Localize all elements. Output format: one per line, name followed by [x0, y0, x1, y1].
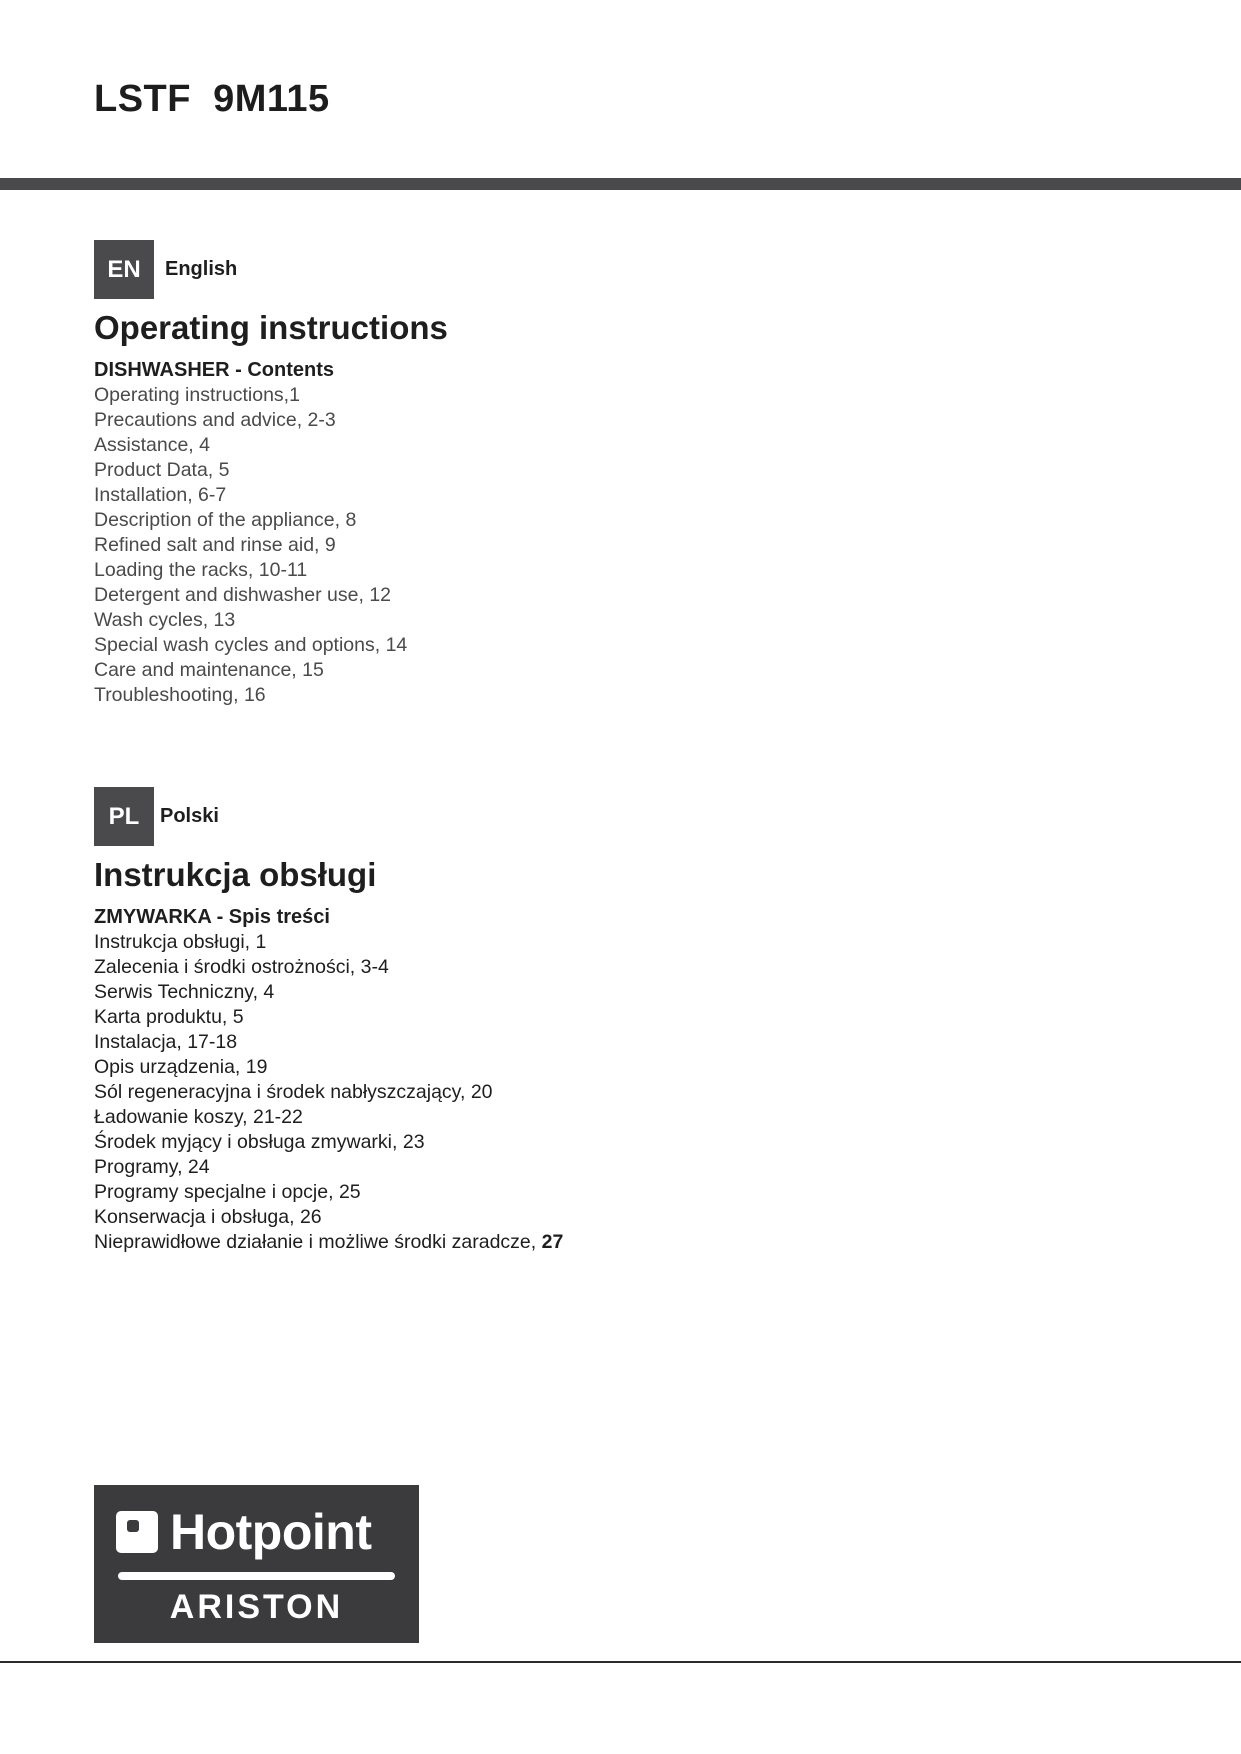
- english-language-row: [94, 240, 994, 299]
- toc-item: Precautions and advice, 2-3: [94, 409, 336, 431]
- english-language-code-badge: EN: [94, 240, 154, 299]
- logo-divider: [118, 1572, 395, 1580]
- toc-item: Loading the racks, 10-11: [94, 559, 308, 581]
- polish-title: Instrukcja obsługi: [94, 856, 377, 893]
- english-title: Operating instructions: [94, 309, 448, 346]
- toc-item: Assistance, 4: [94, 434, 210, 456]
- header-divider-bar: [0, 178, 1241, 190]
- footer-divider: [0, 1661, 1241, 1663]
- brand-logo: [94, 1485, 419, 1643]
- toc-item: Special wash cycles and options, 14: [94, 634, 408, 656]
- toc-item: Opis urządzenia, 19: [94, 1056, 268, 1078]
- logo-brand-name: Hotpoint: [170, 1504, 372, 1560]
- toc-item: Care and maintenance, 15: [94, 659, 324, 681]
- toc-item: Ładowanie koszy, 21-22: [94, 1106, 303, 1128]
- toc-item-text: Nieprawidłowe działanie i możliwe środki zaradcze,: [94, 1231, 542, 1253]
- polish-language-name: Polski: [160, 805, 219, 827]
- polish-contents-list: [94, 930, 994, 1255]
- toc-item: Wash cycles, 13: [94, 609, 236, 631]
- toc-item: Instalacja, 17-18: [94, 1031, 238, 1053]
- toc-item: Product Data, 5: [94, 459, 230, 481]
- logo-top-row: [116, 1504, 372, 1560]
- toc-item: Programy, 24: [94, 1156, 210, 1178]
- toc-item: Programy specjalne i opcje, 25: [94, 1181, 361, 1203]
- toc-item: Konserwacja i obsługa, 26: [94, 1206, 322, 1228]
- toc-item: Środek myjący i obsługa zmywarki, 23: [94, 1131, 425, 1153]
- toc-item: Operating instructions,1: [94, 384, 300, 406]
- logo-sub-brand: ARISTON: [169, 1588, 344, 1626]
- toc-item: Instrukcja obsługi, 1: [94, 931, 267, 953]
- english-language-name: English: [165, 258, 238, 280]
- toc-item: Description of the appliance, 8: [94, 509, 357, 531]
- toc-item: Sól regeneracyjna i środek nabłyszczający, 20: [94, 1081, 493, 1103]
- toc-item-page-number: 27: [541, 1231, 564, 1253]
- english-contents-heading: DISHWASHER - Contents: [94, 359, 334, 381]
- toc-item: Refined salt and rinse aid, 9: [94, 534, 336, 556]
- toc-item: Serwis Techniczny, 4: [94, 981, 275, 1003]
- toc-item: Installation, 6-7: [94, 484, 227, 506]
- toc-item: Detergent and dishwasher use, 12: [94, 584, 392, 606]
- toc-item: Karta produktu, 5: [94, 1006, 244, 1028]
- polish-language-code-badge: PL: [94, 787, 154, 846]
- polish-language-row: [94, 787, 994, 846]
- toc-item: [94, 1230, 994, 1255]
- hotpoint-mark-icon: [116, 1511, 158, 1553]
- polish-contents-heading: ZMYWARKA - Spis treści: [94, 906, 330, 928]
- toc-item: Zalecenia i środki ostrożności, 3-4: [94, 956, 389, 978]
- toc-item: Troubleshooting, 16: [94, 684, 266, 706]
- model-number: LSTF 9M115: [94, 78, 330, 120]
- english-section: [94, 240, 994, 708]
- english-contents-list: [94, 383, 994, 708]
- polish-section: [94, 787, 994, 1255]
